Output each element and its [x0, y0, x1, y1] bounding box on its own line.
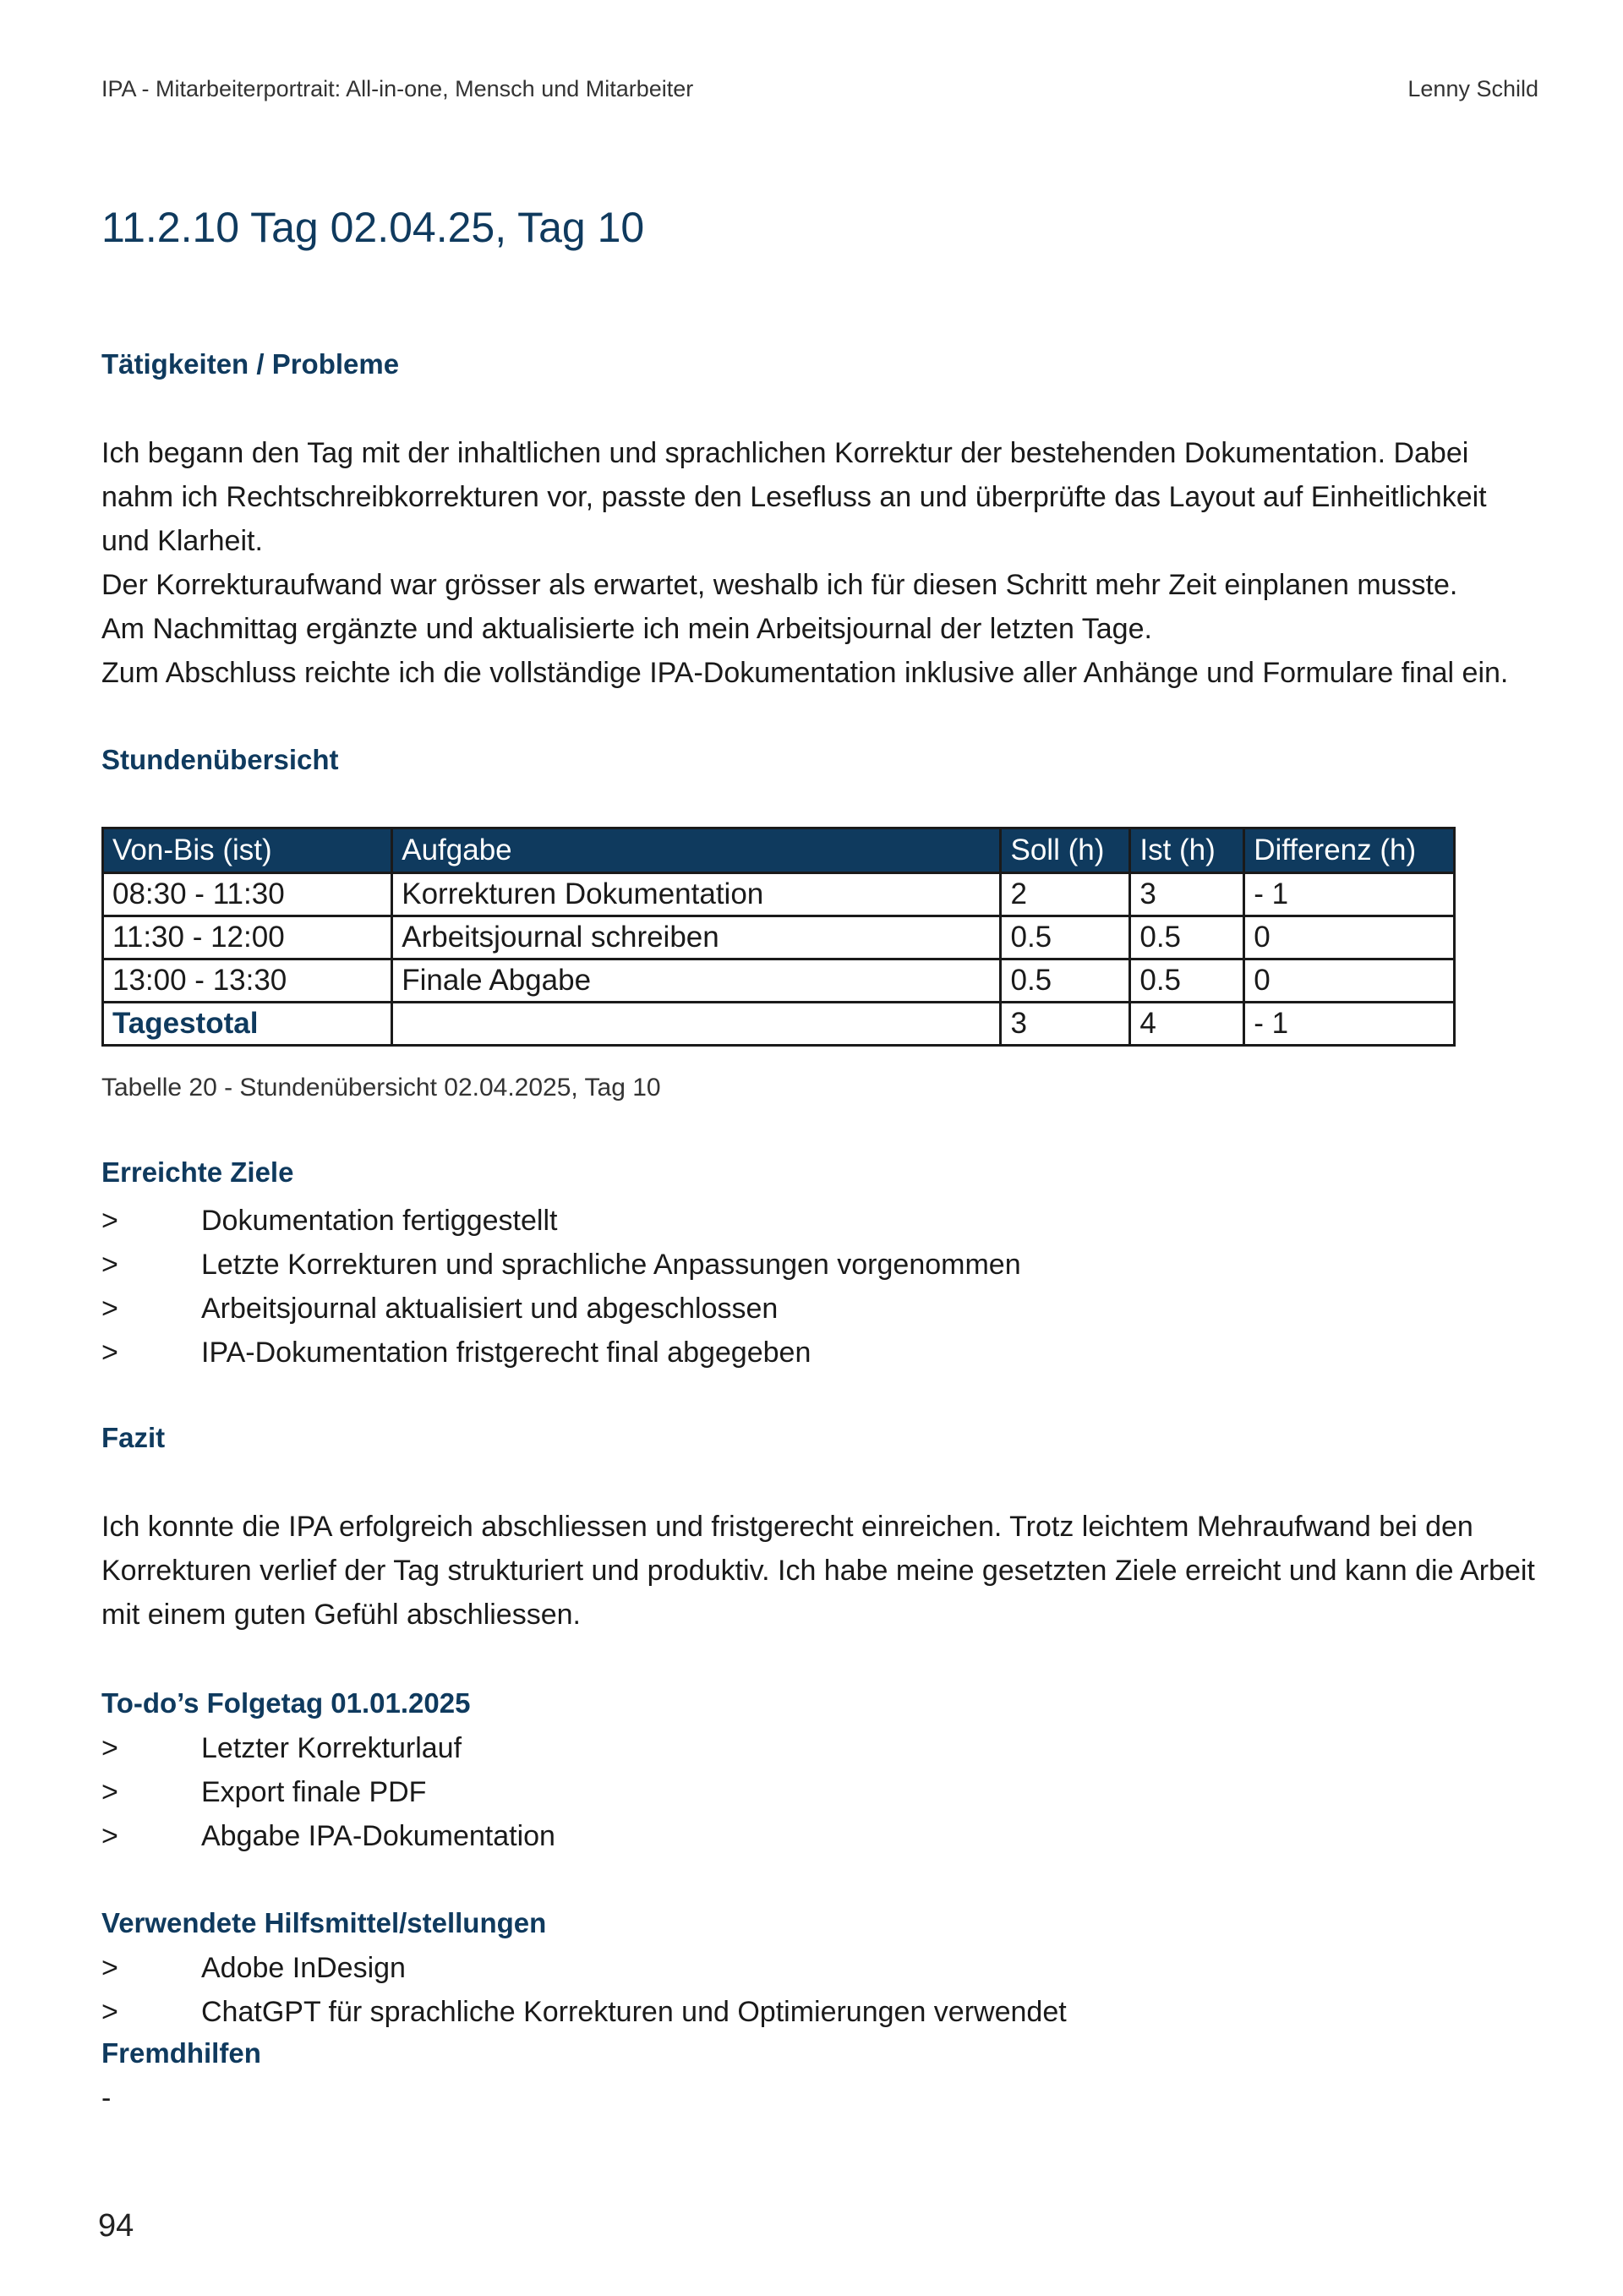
cell-actual: 0.5 [1130, 959, 1244, 1003]
cell-task: Korrekturen Dokumentation [392, 873, 1001, 916]
table-total-row [103, 1003, 1455, 1046]
cell-total-label: Tagestotal [103, 1003, 392, 1046]
cell-difference: - 1 [1244, 873, 1455, 916]
cell-task: Arbeitsjournal schreiben [392, 916, 1001, 959]
hours-table [101, 827, 1456, 1047]
list-item [101, 1726, 1538, 1770]
list-item [101, 1990, 1538, 2034]
list-item-text: Dokumentation fertiggestellt [201, 1205, 558, 1237]
external-help-heading: Fremdhilfen [101, 2037, 261, 2069]
list-item [101, 1287, 1538, 1331]
bullet-marker: > [101, 1732, 118, 1764]
activities-text [101, 431, 1538, 695]
bullet-marker: > [101, 1820, 118, 1852]
table-row [103, 959, 1455, 1003]
cell-time: 13:00 - 13:30 [103, 959, 392, 1003]
bullet-marker: > [101, 1996, 118, 2028]
column-header-actual: Ist (h) [1130, 828, 1244, 873]
table-row [103, 916, 1455, 959]
activities-heading: Tätigkeiten / Probleme [101, 348, 400, 380]
table-row [103, 873, 1455, 916]
tools-list [101, 1946, 1538, 2034]
cell-difference: 0 [1244, 959, 1455, 1003]
todos-heading: To-do’s Folgetag 01.01.2025 [101, 1687, 471, 1719]
bullet-marker: > [101, 1337, 118, 1369]
column-header-task: Aufgabe [392, 828, 1001, 873]
column-header-planned: Soll (h) [1001, 828, 1130, 873]
external-help-value: - [101, 2082, 112, 2114]
cell-planned: 2 [1001, 873, 1130, 916]
cell-total-difference: - 1 [1244, 1003, 1455, 1046]
list-item [101, 1814, 1538, 1858]
bullet-marker: > [101, 1249, 118, 1281]
cell-total-actual: 4 [1130, 1003, 1244, 1046]
list-item-text: Export finale PDF [201, 1776, 427, 1808]
column-header-time: Von-Bis (ist) [103, 828, 392, 873]
page-number: 94 [98, 2208, 134, 2244]
table-caption: Tabelle 20 - Stundenübersicht 02.04.2025, Tag 10 [101, 1074, 661, 1102]
list-item-text: Adobe InDesign [201, 1952, 406, 1984]
activities-line: Der Korrekturaufwand war grösser als erwartet, weshalb ich für diesen Schritt mehr Zeit einplanen musste. [101, 569, 1458, 601]
conclusion-text: Ich konnte die IPA erfolgreich abschliessen und fristgerecht einreichen. Trotz leichtem Mehraufwand bei den Korrekturen verlief der Tag strukturiert und produktiv. Ich habe meine gesetzten Ziele erreicht und kann die Arbeit mit einem guten Gefühl abschliessen. [101, 1511, 1535, 1631]
activities-line: Zum Abschluss reichte ich die vollständige IPA-Dokumentation inklusive aller Anhänge und Formulare final ein. [101, 657, 1509, 689]
cell-total-task [392, 1003, 1001, 1046]
cell-difference: 0 [1244, 916, 1455, 959]
list-item [101, 1770, 1538, 1814]
cell-total-planned: 3 [1001, 1003, 1130, 1046]
running-header [101, 76, 1538, 102]
list-item-text: ChatGPT für sprachliche Korrekturen und Optimierungen verwendet [201, 1996, 1067, 2028]
cell-time: 08:30 - 11:30 [103, 873, 392, 916]
activities-line: Am Nachmittag ergänzte und aktualisierte ich mein Arbeitsjournal der letzten Tage. [101, 613, 1152, 645]
bullet-marker: > [101, 1293, 118, 1325]
cell-actual: 0.5 [1130, 916, 1244, 959]
goals-heading: Erreichte Ziele [101, 1156, 294, 1188]
list-item-text: Letzter Korrekturlauf [201, 1732, 462, 1764]
list-item-text: IPA-Dokumentation fristgerecht final abgegeben [201, 1337, 812, 1369]
cell-task: Finale Abgabe [392, 959, 1001, 1003]
cell-actual: 3 [1130, 873, 1244, 916]
column-header-difference: Differenz (h) [1244, 828, 1455, 873]
list-item-text: Abgabe IPA-Dokumentation [201, 1820, 555, 1852]
cell-planned: 0.5 [1001, 959, 1130, 1003]
list-item-text: Letzte Korrekturen und sprachliche Anpassungen vorgenommen [201, 1249, 1021, 1281]
list-item [101, 1331, 1538, 1375]
cell-time: 11:30 - 12:00 [103, 916, 392, 959]
list-item [101, 1946, 1538, 1990]
list-item [101, 1243, 1538, 1287]
activities-line: Ich begann den Tag mit der inhaltlichen und sprachlichen Korrektur der bestehenden Dokumentation. Dabei nahm ich Rechtschreibkorrekturen vor, passte den Lesefluss an und überprüfte das Layout auf Einheitlichkeit und Klarheit. [101, 437, 1487, 557]
todos-list [101, 1726, 1538, 1858]
bullet-marker: > [101, 1205, 118, 1237]
cell-planned: 0.5 [1001, 916, 1130, 959]
chapter-title: 11.2.10 Tag 02.04.25, Tag 10 [101, 204, 645, 251]
header-document-title: IPA - Mitarbeiterportrait: All-in-one, Mensch und Mitarbeiter [101, 76, 694, 101]
tools-heading: Verwendete Hilfsmittel/stellungen [101, 1907, 547, 1938]
hours-heading: Stundenübersicht [101, 744, 339, 775]
goals-list [101, 1199, 1538, 1375]
bullet-marker: > [101, 1952, 118, 1984]
conclusion-heading: Fazit [101, 1422, 166, 1453]
bullet-marker: > [101, 1776, 118, 1808]
table-header-row [103, 828, 1455, 873]
list-item [101, 1199, 1538, 1243]
header-author: Lenny Schild [1407, 76, 1538, 101]
list-item-text: Arbeitsjournal aktualisiert und abgeschlossen [201, 1293, 779, 1325]
